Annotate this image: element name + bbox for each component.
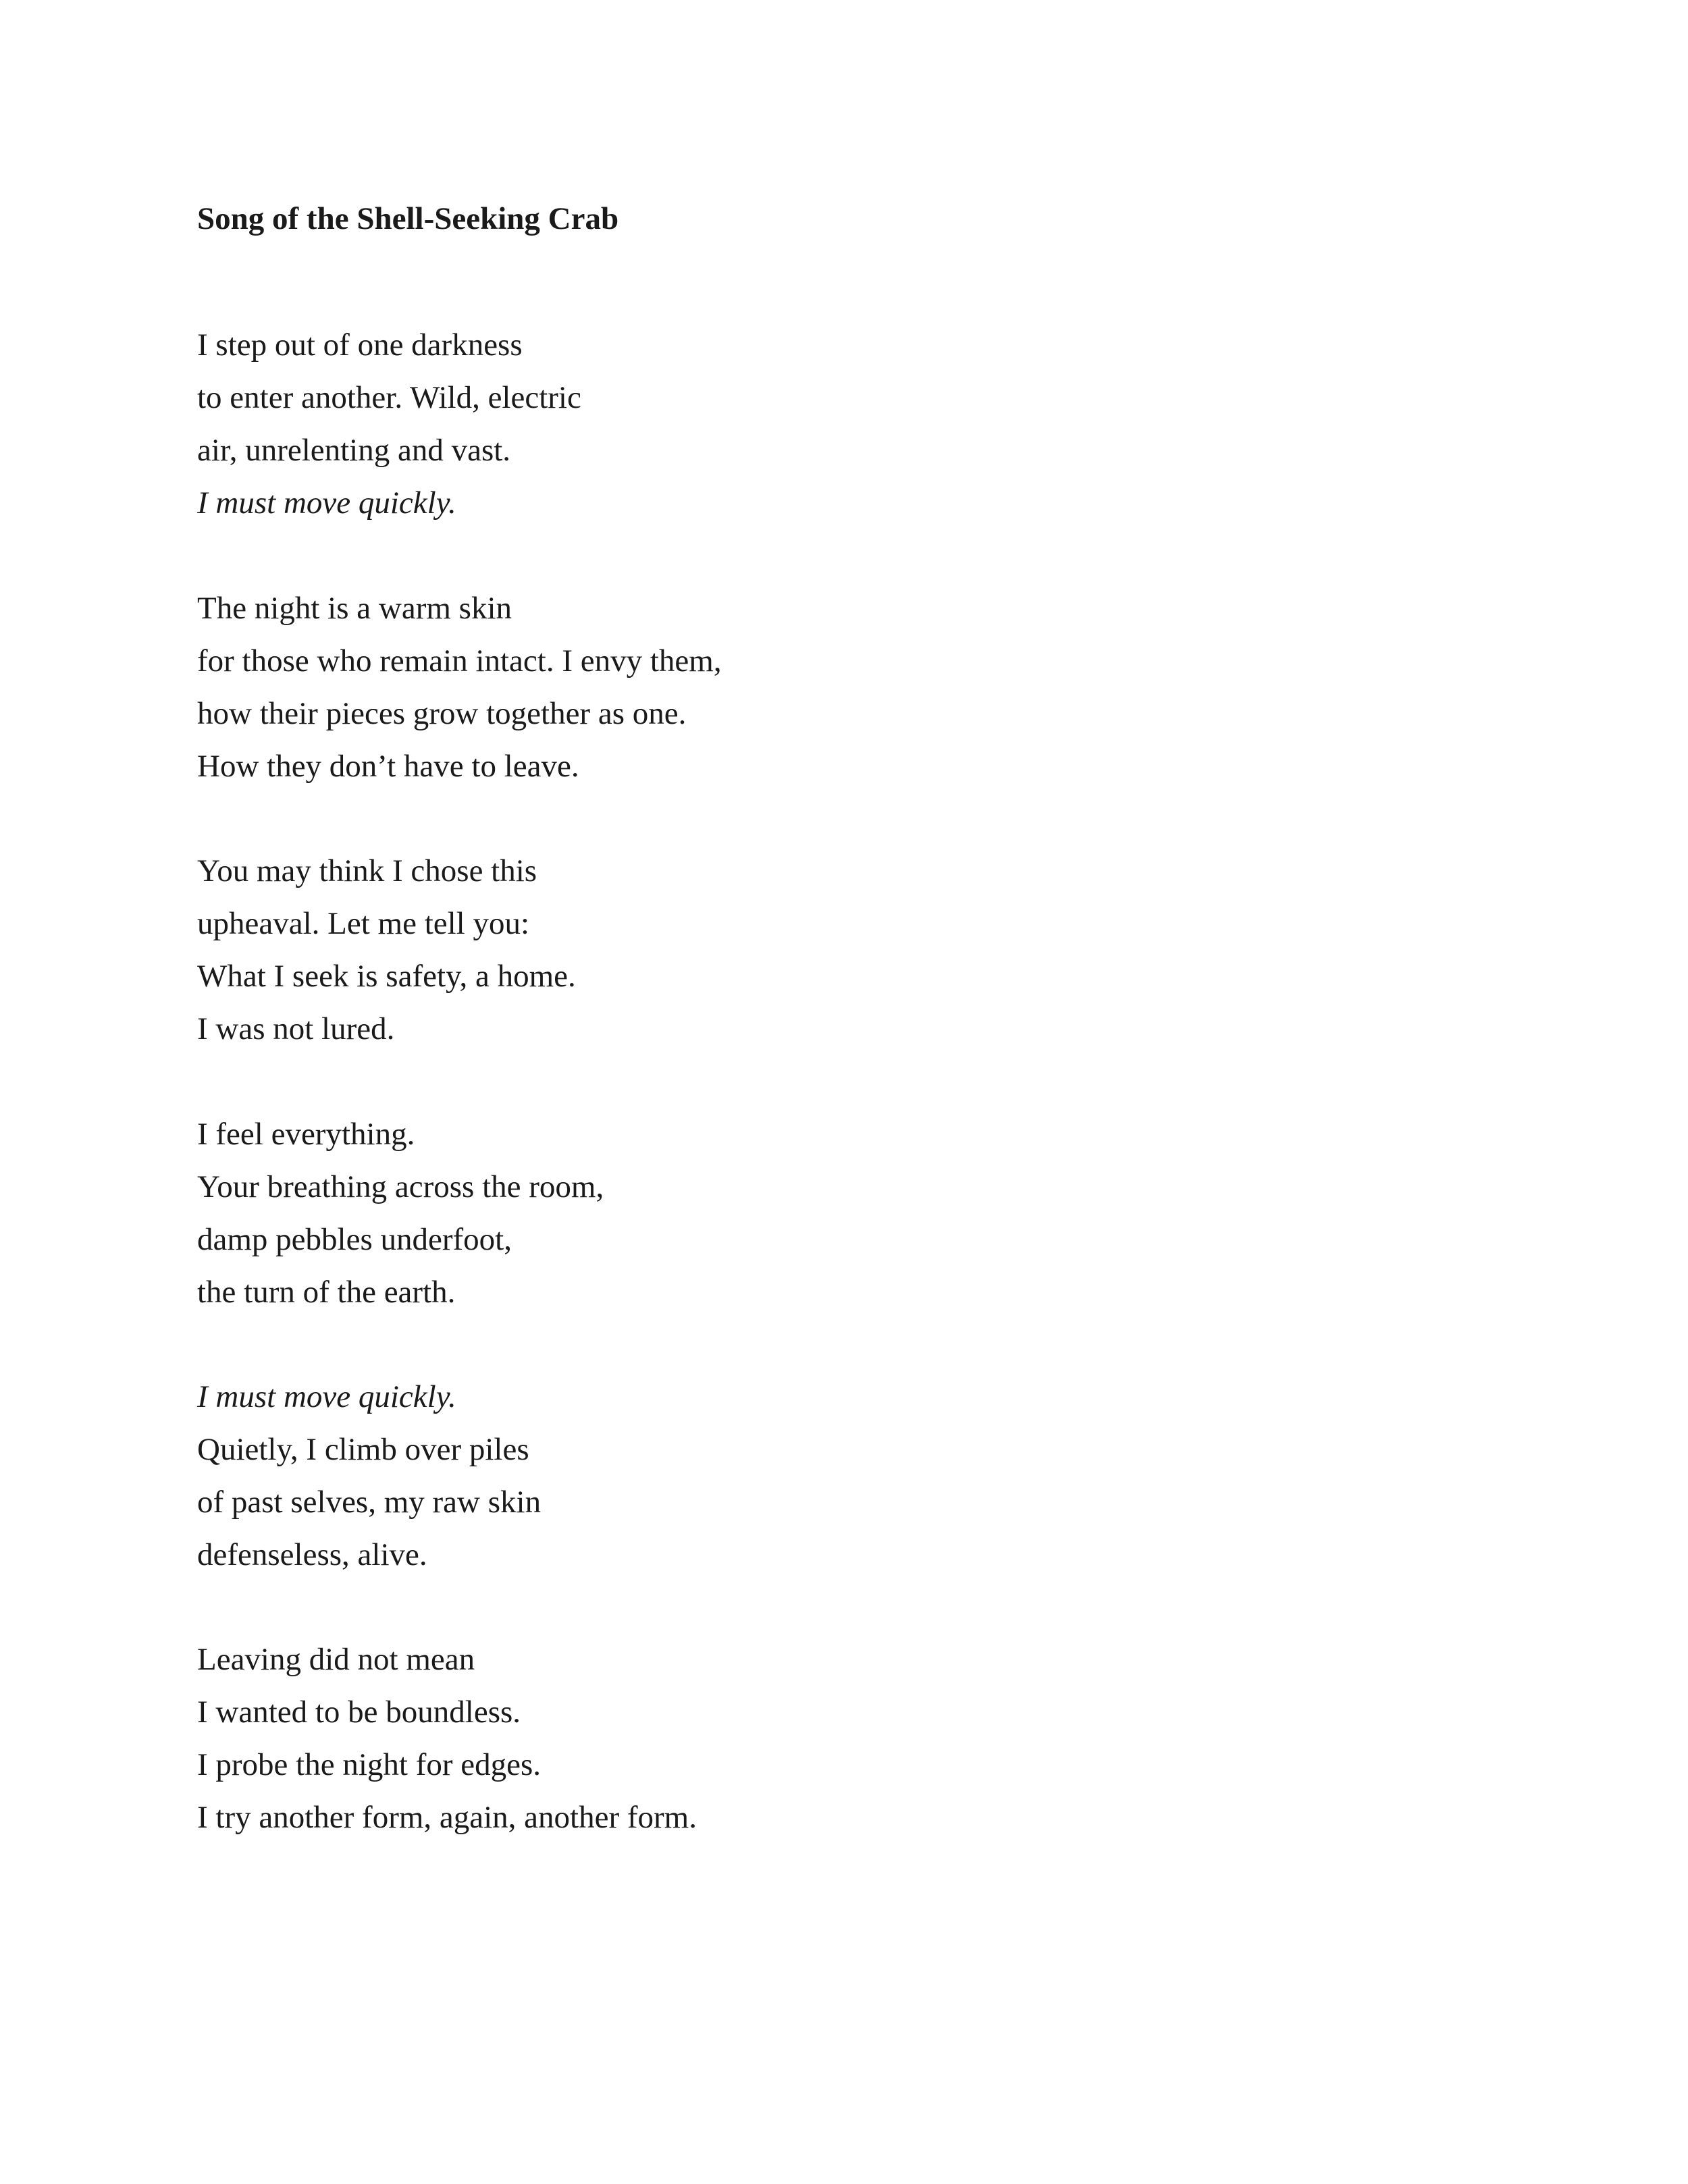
stanza-1: [197, 319, 581, 529]
poem-title: Song of the Shell-Seeking Crab: [197, 201, 619, 236]
poem-line: upheaval. Let me tell you:: [197, 906, 530, 941]
stanza-2: [197, 582, 722, 793]
stanza-5: [197, 1370, 541, 1581]
poem-line: how their pieces grow together as one.: [197, 696, 687, 731]
stanza-3: [197, 845, 576, 1055]
poem-line: to enter another. Wild, electric: [197, 380, 581, 415]
poem-line: I probe the night for edges.: [197, 1747, 542, 1782]
poem-line: damp pebbles underfoot,: [197, 1222, 512, 1257]
poem-line: How they don’t have to leave.: [197, 749, 579, 784]
poem-line: of past selves, my raw skin: [197, 1485, 542, 1520]
stanza-4: [197, 1108, 604, 1319]
poem-line: I wanted to be boundless.: [197, 1695, 521, 1730]
poem-line: What I seek is safety, a home.: [197, 959, 576, 994]
poem-line-refrain: I must move quickly.: [197, 1379, 456, 1414]
poem-line: You may think I chose this: [197, 853, 537, 888]
poem-line-refrain: I must move quickly.: [197, 485, 456, 521]
poem-line: air, unrelenting and vast.: [197, 433, 511, 468]
poem-line: I try another form, again, another form.: [197, 1800, 697, 1835]
poem-line: the turn of the earth.: [197, 1275, 456, 1310]
poem-line: Quietly, I climb over piles: [197, 1432, 529, 1467]
poem-line: for those who remain intact. I envy them,: [197, 643, 722, 678]
stanza-6: [197, 1633, 697, 1844]
poem-line: Your breathing across the room,: [197, 1169, 604, 1204]
poem-line: defenseless, alive.: [197, 1537, 427, 1572]
poem-line: I was not lured.: [197, 1011, 395, 1046]
poem-line: I feel everything.: [197, 1117, 415, 1152]
poem-line: The night is a warm skin: [197, 591, 512, 626]
poem-line: Leaving did not mean: [197, 1642, 475, 1677]
poem-line: I step out of one darkness: [197, 327, 523, 363]
